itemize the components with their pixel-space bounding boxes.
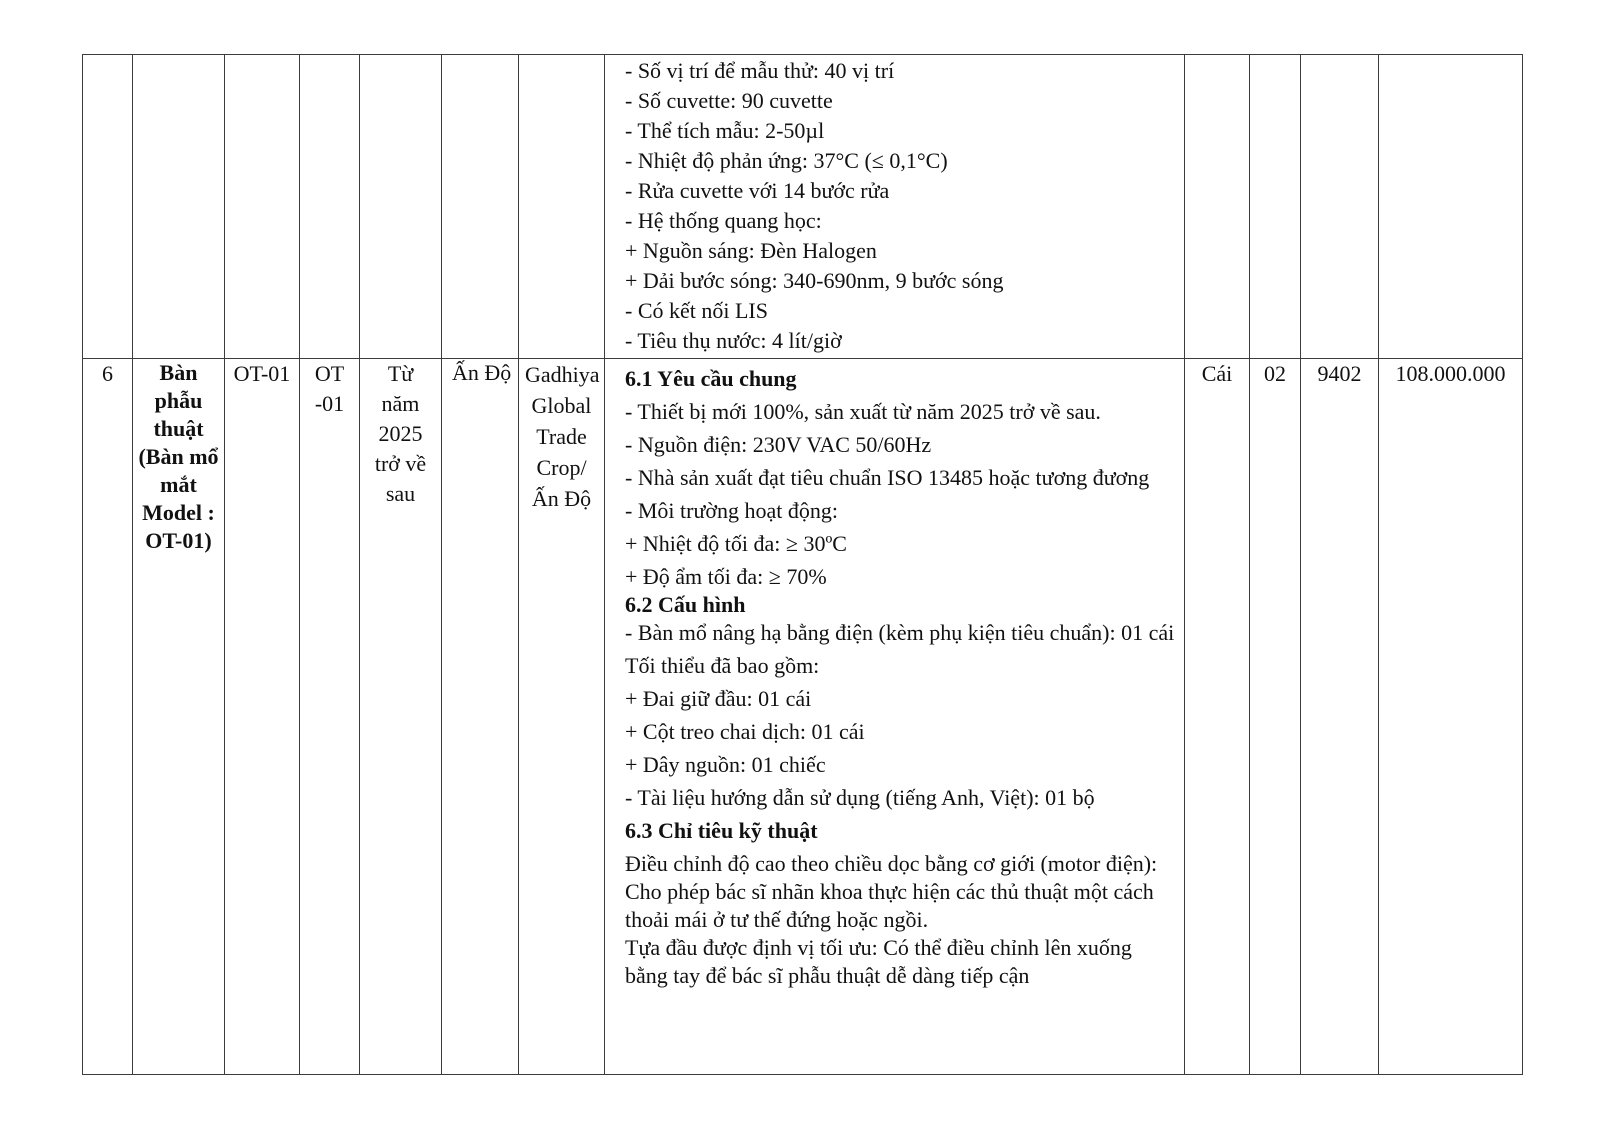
spec-line: + Nhiệt độ tối đa: ≥ 30ºC <box>625 531 847 556</box>
origin-cell <box>442 55 519 359</box>
code1-cell <box>225 55 300 359</box>
qty-cell: 02 <box>1250 359 1301 1075</box>
spec-line: - Hệ thống quang học: <box>625 208 822 233</box>
name-cell <box>133 55 225 359</box>
spec-line: - Nguồn điện: 230V VAC 50/60Hz <box>625 432 932 457</box>
spec-line: - Môi trường hoạt động: <box>625 498 838 523</box>
spec-line: - Tiêu thụ nước: 4 lít/giờ <box>625 328 842 353</box>
spec-line: - Nhiệt độ phản ứng: 37°C (≤ 0,1°C) <box>625 148 948 173</box>
description-cell <box>605 55 1185 359</box>
code2-cell: OT -01 <box>300 359 360 1075</box>
spec-line: Tựa đầu được định vị tối ưu: Có thể điều chỉnh lên xuống bằng tay để bác sĩ phẫu thuật dễ dàng tiếp cận <box>625 935 1132 988</box>
spec-line: + Cột treo chai dịch: 01 cái <box>625 719 865 744</box>
manufacturer-cell: Gadhiya Global Trade Crop/ Ấn Độ <box>519 359 605 1075</box>
spec-line: - Có kết nối LIS <box>625 298 768 323</box>
spec-line: - Rửa cuvette với 14 bước rửa <box>625 178 890 203</box>
unit-cell: Cái <box>1185 359 1250 1075</box>
spec-line: - Bàn mổ nâng hạ bằng điện (kèm phụ kiện tiêu chuẩn): 01 cái <box>625 620 1175 645</box>
spec-line: - Số vị trí để mẫu thử: 40 vị trí <box>625 58 895 83</box>
origin-cell: Ấn Độ <box>442 359 519 1075</box>
name-cell: Bàn phẫu thuật (Bàn mổ mắt Model : OT-01) <box>133 359 225 1075</box>
spec-line: + Đai giữ đầu: 01 cái <box>625 686 812 711</box>
section-heading: 6.3 Chỉ tiêu kỹ thuật <box>625 818 818 843</box>
price-cell: 108.000.000 <box>1379 359 1523 1075</box>
spec-line: + Dây nguồn: 01 chiếc <box>625 752 826 777</box>
spec-line: - Nhà sản xuất đạt tiêu chuẩn ISO 13485 hoặc tương đương <box>625 465 1150 490</box>
table-row-continuation <box>83 55 1523 359</box>
spec-line: - Thể tích mẫu: 2-50µl <box>625 118 825 143</box>
manufacturer-cell <box>519 55 605 359</box>
table-row-item-6 <box>83 359 1523 1075</box>
hs-code-cell: 9402 <box>1301 359 1379 1075</box>
equipment-spec-table <box>82 54 1523 1075</box>
spec-line: + Nguồn sáng: Đèn Halogen <box>625 238 877 263</box>
code1-cell: OT-01 <box>225 359 300 1075</box>
stt-cell <box>83 55 133 359</box>
year-cell: Từ năm 2025 trở về sau <box>360 359 442 1075</box>
spec-line: Tối thiểu đã bao gồm: <box>625 653 820 678</box>
spec-line: Điều chỉnh độ cao theo chiều dọc bằng cơ giới (motor điện): Cho phép bác sĩ nhãn khoa thực hiện các thủ thuật một cách thoải mái ở tư thế đứng hoặc ngồi. <box>625 851 1158 932</box>
spec-line: - Số cuvette: 90 cuvette <box>625 88 833 113</box>
description-cell <box>605 359 1185 1075</box>
code2-cell <box>300 55 360 359</box>
qty-cell <box>1250 55 1301 359</box>
section-heading: 6.1 Yêu cầu chung <box>625 366 797 391</box>
spec-line: - Tài liệu hướng dẫn sử dụng (tiếng Anh, Việt): 01 bộ <box>625 785 1095 810</box>
hs-code-cell <box>1301 55 1379 359</box>
unit-cell <box>1185 55 1250 359</box>
spec-line: - Thiết bị mới 100%, sản xuất từ năm 2025 trở về sau. <box>625 399 1101 424</box>
stt-cell: 6 <box>83 359 133 1075</box>
spec-line: + Độ ẩm tối đa: ≥ 70% <box>625 564 827 589</box>
price-cell <box>1379 55 1523 359</box>
section-heading: 6.2 Cấu hình <box>625 592 746 617</box>
spec-line: + Dải bước sóng: 340-690nm, 9 bước sóng <box>625 268 1004 293</box>
year-cell <box>360 55 442 359</box>
